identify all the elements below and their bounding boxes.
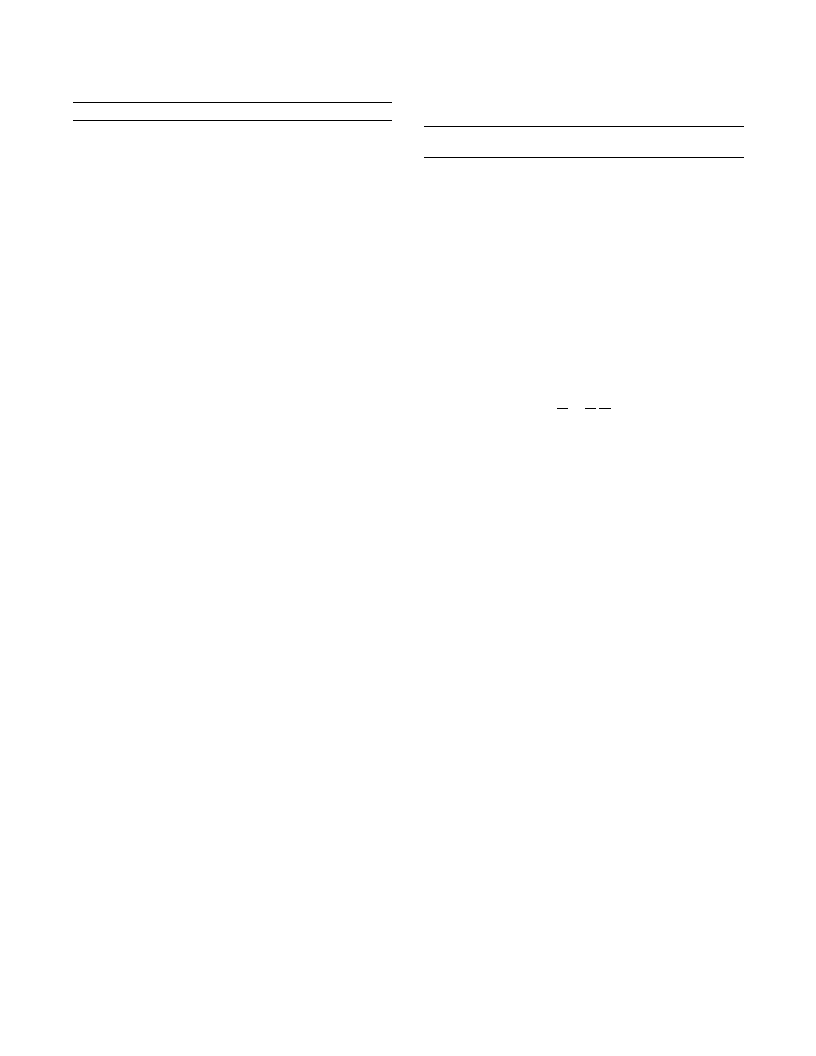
dash-mark [557, 408, 568, 409]
left-table-top-rule [73, 102, 392, 103]
dash-mark [599, 408, 611, 409]
right-table-bottom-rule [424, 157, 744, 158]
right-table-top-rule [424, 126, 744, 127]
left-table-bottom-rule [73, 120, 392, 121]
dash-mark [585, 408, 596, 409]
